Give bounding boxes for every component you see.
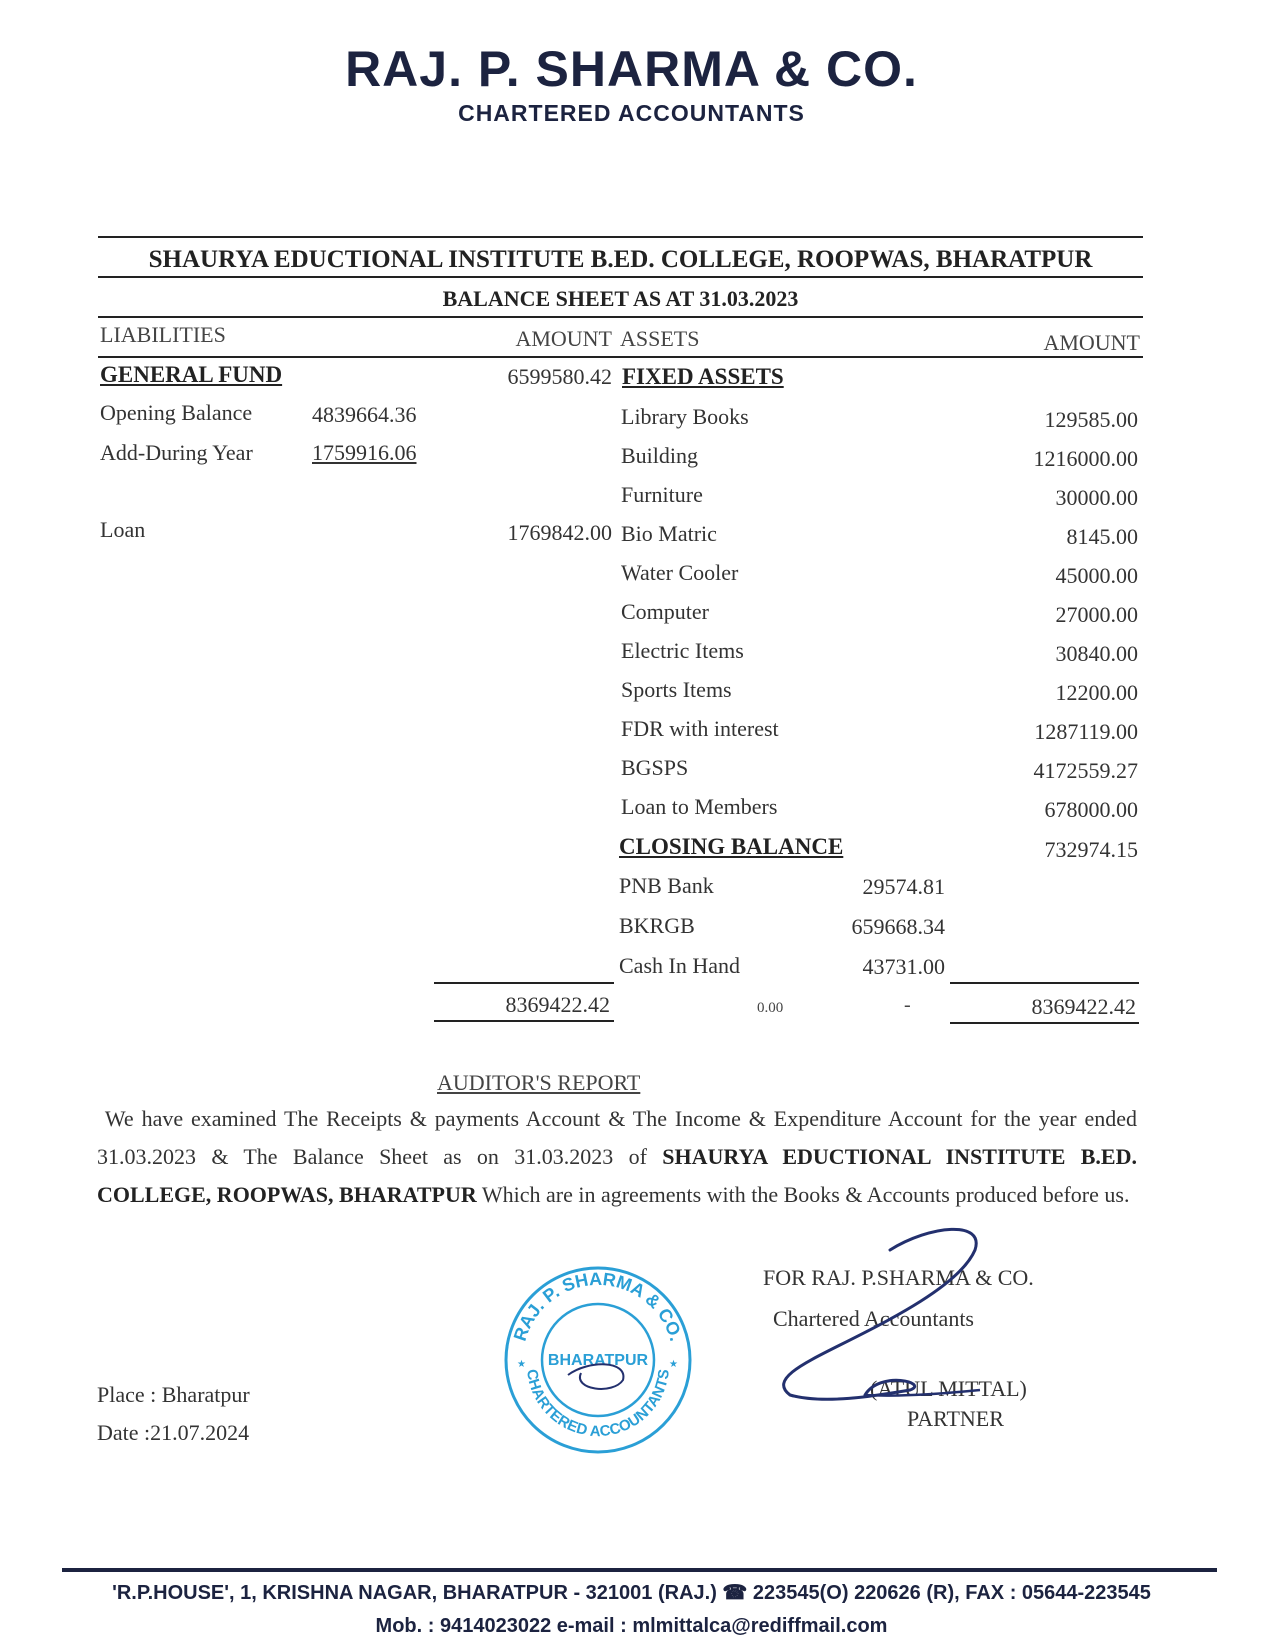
asset-amount: 27000.00: [1055, 602, 1138, 627]
total-rule-left: [434, 982, 614, 984]
partner-name: (ATUL MITTAL): [870, 1376, 1027, 1401]
asset-label: Electric Items: [621, 638, 744, 663]
star-icon: ★: [517, 1359, 526, 1370]
closing-balance-label: CLOSING BALANCE: [619, 834, 844, 859]
closing-item-label: BKRGB: [619, 913, 695, 938]
loan-amount: 1769842.00: [507, 520, 612, 545]
total-underline-right: [950, 1022, 1139, 1024]
firm-type: CHARTERED ACCOUNTANTS: [458, 100, 805, 126]
total-rule-right: [950, 982, 1139, 984]
header-amount-right: AMOUNT: [1043, 330, 1140, 355]
place: Place : Bharatpur: [97, 1382, 250, 1407]
general-fund-amount: 6599580.42: [507, 364, 612, 389]
opening-balance-label: Opening Balance: [100, 400, 253, 425]
report-text-1: We have examined The Receipts & payments Account & The Income & Expenditure Account for the year ended 31.03.2023 & The Balance Sheet as on 31.03.2023 of: [97, 1106, 1137, 1169]
asset-amount: 8145.00: [1066, 524, 1138, 549]
asset-amount: 678000.00: [1044, 797, 1138, 822]
partner-title: PARTNER: [907, 1406, 1004, 1431]
report-title: AUDITOR'S REPORT: [437, 1070, 641, 1095]
total-underline-left: [434, 1020, 614, 1022]
stamp-bottom-text: CHARTERED ACCOUNTANTS: [523, 1368, 673, 1441]
asset-label: BGSPS: [621, 755, 689, 780]
asset-label: Library Books: [621, 404, 749, 429]
asset-label: FDR with interest: [621, 716, 779, 741]
asset-label: Furniture: [621, 482, 703, 507]
closing-balance-amount: 732974.15: [1044, 837, 1138, 862]
star-icon: ★: [669, 1359, 678, 1370]
fixed-assets-label: FIXED ASSETS: [622, 364, 784, 389]
closing-item-label: Cash In Hand: [619, 953, 740, 978]
asset-amount: 129585.00: [1044, 407, 1138, 432]
total-dash: -: [904, 994, 911, 1016]
closing-item-amount: 659668.34: [851, 914, 945, 939]
asset-amount: 1216000.00: [1033, 446, 1138, 471]
asset-label: Loan to Members: [621, 794, 778, 819]
general-fund-label: GENERAL FUND: [100, 362, 283, 387]
asset-amount: 4172559.27: [1033, 758, 1138, 783]
asset-amount: 30840.00: [1055, 641, 1138, 666]
asset-label: Water Cooler: [621, 560, 739, 585]
closing-item-amount: 29574.81: [862, 874, 945, 899]
divider: [98, 316, 1143, 318]
company-stamp: [503, 1265, 693, 1455]
asset-amount: 30000.00: [1055, 485, 1138, 510]
asset-label: Computer: [621, 599, 709, 624]
report-institute: SHAURYA EDUCTIONAL INSTITUTE B.ED. COLLEGE, ROOPWAS, BHARATPUR: [97, 1144, 1137, 1207]
designation: Chartered Accountants: [773, 1306, 974, 1331]
total-left: 8369422.42: [505, 992, 610, 1017]
stamp-center-text: BHARATPUR: [547, 1352, 649, 1369]
header-amount-left: AMOUNT: [515, 326, 612, 351]
report-body: [97, 1100, 1137, 1214]
footer-contact: Mob. : 9414023022 e-mail : mlmittalca@rediffmail.com: [375, 1615, 888, 1637]
header-assets: ASSETS: [620, 326, 700, 351]
institute-name: SHAURYA EDUCTIONAL INSTITUTE B.ED. COLLEGE, ROOPWAS, BHARATPUR: [148, 246, 1093, 273]
asset-amount: 1287119.00: [1034, 719, 1138, 744]
asset-amount: 12200.00: [1055, 680, 1138, 705]
divider: [98, 276, 1143, 278]
closing-item-amount: 43731.00: [862, 954, 945, 979]
asset-label: Building: [621, 443, 699, 468]
footer-rule: [62, 1568, 1217, 1572]
stamp-outer-text: RAJ. P. SHARMA & CO.: [509, 1268, 687, 1344]
asset-label: Sports Items: [621, 677, 732, 702]
signature-scribble: [770, 1225, 1000, 1410]
divider: [98, 236, 1143, 238]
closing-item-label: PNB Bank: [619, 873, 714, 898]
header-liabilities: LIABILITIES: [100, 322, 226, 347]
report-text-2: Which are in agreements with the Books & Accounts produced before us.: [476, 1182, 1130, 1207]
firm-name: RAJ. P. SHARMA & CO.: [345, 41, 918, 97]
opening-balance-value: 4839664.36: [312, 402, 417, 427]
for-firm: FOR RAJ. P.SHARMA & CO.: [763, 1265, 1034, 1290]
asset-label: Bio Matric: [621, 521, 717, 546]
add-during-year-label: Add-During Year: [100, 440, 253, 465]
asset-amount: 45000.00: [1055, 563, 1138, 588]
total-diff: 0.00: [757, 1000, 784, 1016]
footer-address: 'R.P.HOUSE', 1, KRISHNA NAGAR, BHARATPUR - 321001 (RAJ.) ☎ 223545(O) 220626 (R), FAX : 05644-223545: [112, 1582, 1151, 1604]
sheet-title: BALANCE SHEET AS AT 31.03.2023: [442, 286, 799, 311]
svg-text:RAJ. P. SHARMA & CO.: [510, 1269, 687, 1344]
divider: [98, 356, 1143, 358]
date: Date :21.07.2024: [97, 1420, 250, 1445]
add-during-year-value: 1759916.06: [312, 440, 417, 465]
loan-label: Loan: [100, 517, 146, 542]
total-right: 8369422.42: [1031, 994, 1136, 1019]
